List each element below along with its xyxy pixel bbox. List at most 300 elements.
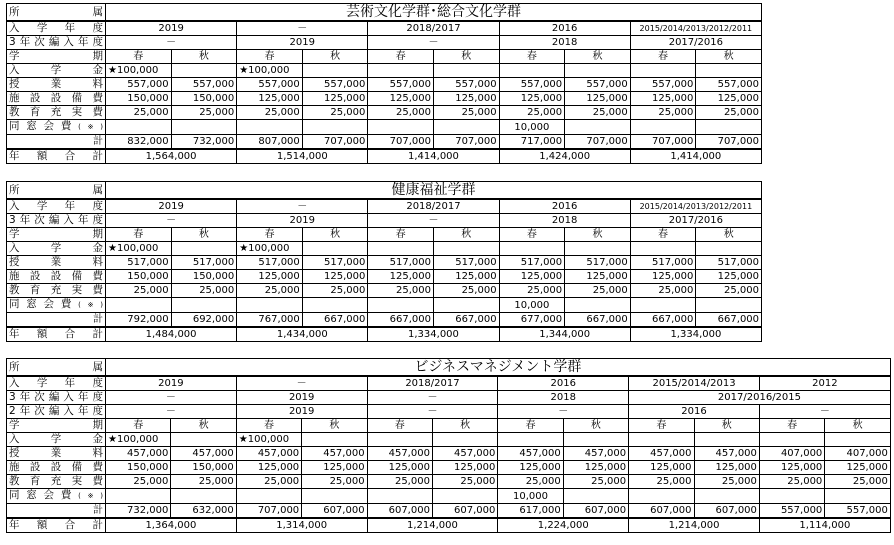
entry-year: 2015/2014/2013 bbox=[629, 376, 760, 391]
tuition-value: 407,000 bbox=[759, 447, 824, 461]
facility-fee-value: 125,000 bbox=[236, 461, 301, 475]
empty-cell bbox=[368, 242, 434, 256]
entry-year-label: 入学年度 bbox=[7, 376, 106, 391]
subtotal-label: 計 bbox=[7, 504, 106, 519]
empty-cell bbox=[630, 242, 696, 256]
annual-total-value: 1,334,000 bbox=[368, 327, 499, 342]
empty-cell bbox=[368, 120, 434, 135]
education-fee-value: 25,000 bbox=[759, 475, 824, 489]
tuition-value: 457,000 bbox=[236, 447, 301, 461]
faculty-title: 健康福祉学群 bbox=[106, 182, 762, 200]
term-label: 学 期 bbox=[7, 228, 106, 242]
term-autumn: 秋 bbox=[563, 419, 628, 433]
facility-fee-label: 施設設備費 bbox=[7, 270, 106, 284]
term-spring: 春 bbox=[499, 50, 565, 64]
facility-fee-value: 125,000 bbox=[433, 270, 499, 284]
subtotal-value: 667,000 bbox=[302, 313, 368, 328]
education-fee-value: 25,000 bbox=[565, 106, 631, 120]
tuition-value: 557,000 bbox=[171, 78, 237, 92]
entry-year: 2019 bbox=[106, 21, 237, 36]
annual-total-label: 年額合計 bbox=[7, 518, 106, 533]
facility-fee-value: 150,000 bbox=[171, 92, 237, 106]
empty-cell bbox=[302, 242, 368, 256]
subtotal-value: 707,000 bbox=[433, 135, 499, 150]
term-autumn: 秋 bbox=[171, 419, 236, 433]
empty-cell bbox=[629, 489, 694, 504]
alumni-fee-mark: (※) bbox=[78, 123, 104, 131]
empty-cell bbox=[825, 433, 891, 447]
empty-cell bbox=[433, 64, 499, 78]
alumni-fee-mark: (※) bbox=[78, 301, 104, 309]
empty-cell bbox=[499, 242, 565, 256]
entry-year: 2016 bbox=[498, 376, 629, 391]
entry-year: 2018/2017 bbox=[368, 21, 499, 36]
tuition-value: 407,000 bbox=[825, 447, 891, 461]
transfer3-year-label: 3年次編入年度 bbox=[7, 391, 106, 405]
empty-cell bbox=[367, 489, 432, 504]
term-autumn: 秋 bbox=[302, 419, 367, 433]
empty-cell bbox=[302, 433, 367, 447]
subtotal-value: 557,000 bbox=[759, 504, 824, 519]
empty-cell bbox=[432, 433, 497, 447]
affiliation-label: 所 属 bbox=[7, 4, 106, 22]
tuition-value: 517,000 bbox=[696, 256, 762, 270]
empty-cell bbox=[433, 298, 499, 313]
empty-cell bbox=[696, 120, 762, 135]
tuition-value: 557,000 bbox=[106, 78, 172, 92]
empty-cell bbox=[106, 489, 171, 504]
entry-year: 2015/2014/2013/2012/2011 bbox=[630, 21, 761, 36]
transfer3-year: － bbox=[106, 391, 237, 405]
empty-cell bbox=[630, 64, 696, 78]
tuition-value: 517,000 bbox=[106, 256, 172, 270]
empty-cell bbox=[302, 64, 368, 78]
subtotal-value: 707,000 bbox=[302, 135, 368, 150]
education-fee-value: 25,000 bbox=[236, 475, 301, 489]
facility-fee-value: 125,000 bbox=[565, 270, 631, 284]
subtotal-value: 767,000 bbox=[237, 313, 303, 328]
empty-cell bbox=[433, 242, 499, 256]
facility-fee-value: 125,000 bbox=[694, 461, 759, 475]
tuition-value: 557,000 bbox=[499, 78, 565, 92]
tuition-value: 517,000 bbox=[630, 256, 696, 270]
education-fee-value: 25,000 bbox=[171, 475, 236, 489]
tuition-value: 457,000 bbox=[367, 447, 432, 461]
term-spring: 春 bbox=[367, 419, 432, 433]
empty-cell bbox=[237, 120, 303, 135]
term-autumn: 秋 bbox=[302, 50, 368, 64]
admission-fee-label: 入学金 bbox=[7, 64, 106, 78]
annual-total-value: 1,334,000 bbox=[630, 327, 761, 342]
term-autumn: 秋 bbox=[565, 228, 631, 242]
alumni-fee-mark: (※) bbox=[78, 492, 104, 500]
transfer3-year-label: 3年次編入年度 bbox=[7, 36, 106, 50]
transfer3-year: － bbox=[367, 391, 498, 405]
tuition-value: 457,000 bbox=[302, 447, 367, 461]
tuition-label: 授業料 bbox=[7, 78, 106, 92]
transfer3-year: 2017/2016/2015 bbox=[629, 391, 891, 405]
term-autumn: 秋 bbox=[433, 50, 499, 64]
transfer2-year: 2016 bbox=[629, 405, 760, 419]
education-fee-value: 25,000 bbox=[106, 106, 172, 120]
empty-cell bbox=[825, 489, 891, 504]
annual-total-value: 1,214,000 bbox=[629, 518, 760, 533]
empty-cell bbox=[565, 64, 631, 78]
subtotal-value: 707,000 bbox=[696, 135, 762, 150]
facility-fee-value: 150,000 bbox=[171, 270, 237, 284]
tuition-value: 557,000 bbox=[696, 78, 762, 92]
term-label: 学 期 bbox=[7, 419, 106, 433]
term-spring: 春 bbox=[106, 228, 172, 242]
education-fee-value: 25,000 bbox=[499, 284, 565, 298]
education-fee-value: 25,000 bbox=[171, 106, 237, 120]
entry-year: － bbox=[237, 21, 368, 36]
facility-fee-value: 125,000 bbox=[630, 92, 696, 106]
empty-cell bbox=[630, 120, 696, 135]
tuition-value: 457,000 bbox=[498, 447, 563, 461]
entry-year: 2016 bbox=[499, 199, 630, 214]
entry-year: 2019 bbox=[106, 199, 237, 214]
facility-fee-value: 125,000 bbox=[825, 461, 891, 475]
empty-cell bbox=[368, 298, 434, 313]
facility-fee-value: 125,000 bbox=[368, 92, 434, 106]
transfer3-year: － bbox=[368, 36, 499, 50]
transfer3-year: 2019 bbox=[237, 214, 368, 228]
empty-cell bbox=[171, 298, 237, 313]
empty-cell bbox=[696, 242, 762, 256]
empty-cell bbox=[106, 120, 172, 135]
subtotal-value: 807,000 bbox=[237, 135, 303, 150]
annual-total-value: 1,424,000 bbox=[499, 149, 630, 164]
facility-fee-label: 施設設備費 bbox=[7, 461, 106, 475]
term-label: 学 期 bbox=[7, 50, 106, 64]
tuition-value: 457,000 bbox=[106, 447, 171, 461]
facility-fee-value: 125,000 bbox=[499, 92, 565, 106]
facility-fee-value: 125,000 bbox=[499, 270, 565, 284]
alumni-fee-label bbox=[7, 298, 106, 313]
annual-total-value: 1,414,000 bbox=[630, 149, 761, 164]
term-autumn: 秋 bbox=[825, 419, 891, 433]
annual-total-value: 1,364,000 bbox=[106, 518, 237, 533]
education-fee-value: 25,000 bbox=[629, 475, 694, 489]
facility-fee-value: 125,000 bbox=[565, 92, 631, 106]
annual-total-label: 年額合計 bbox=[7, 149, 106, 164]
education-fee-value: 25,000 bbox=[563, 475, 628, 489]
facility-fee-value: 125,000 bbox=[432, 461, 497, 475]
subtotal-value: 667,000 bbox=[630, 313, 696, 328]
tuition-value: 457,000 bbox=[171, 447, 236, 461]
transfer3-year: 2019 bbox=[236, 391, 367, 405]
subtotal-value: 792,000 bbox=[106, 313, 172, 328]
faculty-title: ビジネスマネジメント学群 bbox=[106, 359, 891, 377]
transfer2-year: － bbox=[759, 405, 890, 419]
education-fee-value: 25,000 bbox=[694, 475, 759, 489]
facility-fee-value: 125,000 bbox=[302, 461, 367, 475]
subtotal-value: 617,000 bbox=[498, 504, 563, 519]
subtotal-value: 717,000 bbox=[499, 135, 565, 150]
alumni-fee-text: 同窓会費 bbox=[9, 120, 79, 132]
term-spring: 春 bbox=[106, 419, 171, 433]
education-fee-value: 25,000 bbox=[432, 475, 497, 489]
transfer3-year: 2018 bbox=[498, 391, 629, 405]
annual-total-value: 1,564,000 bbox=[106, 149, 237, 164]
education-fee-value: 25,000 bbox=[237, 106, 303, 120]
facility-fee-value: 125,000 bbox=[630, 270, 696, 284]
facility-fee-value: 125,000 bbox=[696, 92, 762, 106]
entry-year: 2016 bbox=[499, 21, 630, 36]
admission-fee: ★100,000 bbox=[237, 64, 303, 78]
empty-cell bbox=[499, 64, 565, 78]
term-spring: 春 bbox=[236, 419, 301, 433]
transfer3-year: － bbox=[106, 36, 237, 50]
empty-cell bbox=[171, 242, 237, 256]
empty-cell bbox=[696, 298, 762, 313]
term-autumn: 秋 bbox=[171, 50, 237, 64]
transfer3-year: 2018 bbox=[499, 214, 630, 228]
annual-total-value: 1,344,000 bbox=[499, 327, 630, 342]
empty-cell bbox=[171, 64, 237, 78]
empty-cell bbox=[563, 489, 628, 504]
empty-cell bbox=[106, 298, 172, 313]
alumni-fee-text: 同窓会費 bbox=[9, 489, 79, 501]
empty-cell bbox=[302, 120, 368, 135]
tuition-value: 557,000 bbox=[237, 78, 303, 92]
term-autumn: 秋 bbox=[171, 228, 237, 242]
annual-total-value: 1,414,000 bbox=[368, 149, 499, 164]
entry-year: － bbox=[237, 199, 368, 214]
entry-year: － bbox=[236, 376, 367, 391]
subtotal-value: 607,000 bbox=[629, 504, 694, 519]
empty-cell bbox=[563, 433, 628, 447]
annual-total-value: 1,114,000 bbox=[759, 518, 890, 533]
fee-table-business bbox=[6, 358, 891, 533]
education-fee-value: 25,000 bbox=[696, 106, 762, 120]
empty-cell bbox=[432, 489, 497, 504]
empty-cell bbox=[237, 298, 303, 313]
subtotal-label: 計 bbox=[7, 313, 106, 328]
facility-fee-value: 125,000 bbox=[237, 92, 303, 106]
tuition-value: 517,000 bbox=[565, 256, 631, 270]
annual-total-value: 1,214,000 bbox=[367, 518, 498, 533]
education-fee-value: 25,000 bbox=[368, 106, 434, 120]
facility-fee-value: 125,000 bbox=[302, 270, 368, 284]
subtotal-value: 707,000 bbox=[368, 135, 434, 150]
education-fee-value: 25,000 bbox=[302, 106, 368, 120]
education-fee-value: 25,000 bbox=[367, 475, 432, 489]
empty-cell bbox=[759, 433, 824, 447]
admission-fee: ★100,000 bbox=[106, 242, 172, 256]
transfer3-year: 2019 bbox=[237, 36, 368, 50]
facility-fee-value: 125,000 bbox=[302, 92, 368, 106]
subtotal-value: 667,000 bbox=[565, 313, 631, 328]
transfer3-year: 2018 bbox=[499, 36, 630, 50]
term-spring: 春 bbox=[630, 228, 696, 242]
facility-fee-value: 125,000 bbox=[433, 92, 499, 106]
transfer3-year: 2017/2016 bbox=[630, 214, 761, 228]
subtotal-value: 667,000 bbox=[696, 313, 762, 328]
annual-total-value: 1,314,000 bbox=[236, 518, 367, 533]
education-fee-value: 25,000 bbox=[106, 284, 172, 298]
alumni-fee-value: 10,000 bbox=[498, 489, 563, 504]
tuition-label: 授業料 bbox=[7, 256, 106, 270]
alumni-fee-label bbox=[7, 120, 106, 135]
tuition-value: 517,000 bbox=[433, 256, 499, 270]
transfer2-year: － bbox=[367, 405, 498, 419]
tuition-value: 557,000 bbox=[302, 78, 368, 92]
entry-year: 2015/2014/2013/2012/2011 bbox=[630, 199, 761, 214]
subtotal-label: 計 bbox=[7, 135, 106, 150]
transfer3-year-label: 3年次編入年度 bbox=[7, 214, 106, 228]
term-autumn: 秋 bbox=[433, 228, 499, 242]
empty-cell bbox=[565, 120, 631, 135]
empty-cell bbox=[629, 433, 694, 447]
education-fee-value: 25,000 bbox=[106, 475, 171, 489]
fee-table-arts bbox=[6, 3, 762, 164]
annual-total-value: 1,514,000 bbox=[237, 149, 368, 164]
term-spring: 春 bbox=[237, 228, 303, 242]
transfer3-year: － bbox=[106, 214, 237, 228]
facility-fee-value: 150,000 bbox=[106, 461, 171, 475]
subtotal-value: 607,000 bbox=[302, 504, 367, 519]
tuition-value: 557,000 bbox=[565, 78, 631, 92]
admission-fee-label: 入学金 bbox=[7, 242, 106, 256]
education-fee-value: 25,000 bbox=[368, 284, 434, 298]
education-fee-label: 教育充実費 bbox=[7, 106, 106, 120]
facility-fee-value: 125,000 bbox=[759, 461, 824, 475]
term-spring: 春 bbox=[237, 50, 303, 64]
education-fee-value: 25,000 bbox=[237, 284, 303, 298]
empty-cell bbox=[367, 433, 432, 447]
education-fee-label: 教育充実費 bbox=[7, 284, 106, 298]
transfer2-year: － bbox=[106, 405, 237, 419]
entry-year: 2018/2017 bbox=[368, 199, 499, 214]
term-spring: 春 bbox=[629, 419, 694, 433]
empty-cell bbox=[759, 489, 824, 504]
tuition-value: 517,000 bbox=[171, 256, 237, 270]
subtotal-value: 707,000 bbox=[630, 135, 696, 150]
subtotal-value: 667,000 bbox=[433, 313, 499, 328]
facility-fee-value: 125,000 bbox=[629, 461, 694, 475]
admission-fee: ★100,000 bbox=[106, 64, 172, 78]
transfer2-year: 2019 bbox=[236, 405, 367, 419]
education-fee-value: 25,000 bbox=[498, 475, 563, 489]
education-fee-value: 25,000 bbox=[825, 475, 891, 489]
empty-cell bbox=[694, 433, 759, 447]
empty-cell bbox=[302, 298, 368, 313]
facility-fee-value: 125,000 bbox=[498, 461, 563, 475]
term-spring: 春 bbox=[368, 50, 434, 64]
subtotal-value: 607,000 bbox=[694, 504, 759, 519]
tuition-value: 457,000 bbox=[563, 447, 628, 461]
facility-fee-value: 125,000 bbox=[368, 270, 434, 284]
alumni-fee-label bbox=[7, 489, 106, 504]
tuition-value: 557,000 bbox=[368, 78, 434, 92]
facility-fee-value: 125,000 bbox=[237, 270, 303, 284]
empty-cell bbox=[696, 64, 762, 78]
subtotal-value: 707,000 bbox=[565, 135, 631, 150]
education-fee-value: 25,000 bbox=[630, 284, 696, 298]
transfer3-year: 2017/2016 bbox=[630, 36, 761, 50]
entry-year: 2012 bbox=[759, 376, 890, 391]
subtotal-value: 607,000 bbox=[432, 504, 497, 519]
admission-fee: ★100,000 bbox=[236, 433, 301, 447]
empty-cell bbox=[433, 120, 499, 135]
annual-total-label: 年額合計 bbox=[7, 327, 106, 342]
empty-cell bbox=[368, 64, 434, 78]
faculty-title: 芸術文化学群･総合文化学群 bbox=[106, 4, 762, 22]
empty-cell bbox=[565, 242, 631, 256]
education-fee-value: 25,000 bbox=[433, 284, 499, 298]
empty-cell bbox=[236, 489, 301, 504]
empty-cell bbox=[171, 433, 236, 447]
facility-fee-value: 150,000 bbox=[171, 461, 236, 475]
affiliation-label: 所 属 bbox=[7, 182, 106, 200]
term-spring: 春 bbox=[368, 228, 434, 242]
tuition-value: 517,000 bbox=[499, 256, 565, 270]
subtotal-value: 607,000 bbox=[563, 504, 628, 519]
term-autumn: 秋 bbox=[302, 228, 368, 242]
subtotal-value: 692,000 bbox=[171, 313, 237, 328]
term-spring: 春 bbox=[630, 50, 696, 64]
transfer3-year: － bbox=[368, 214, 499, 228]
entry-year: 2018/2017 bbox=[367, 376, 498, 391]
subtotal-value: 732,000 bbox=[106, 504, 171, 519]
empty-cell bbox=[171, 120, 237, 135]
term-autumn: 秋 bbox=[432, 419, 497, 433]
subtotal-value: 557,000 bbox=[825, 504, 891, 519]
facility-fee-value: 150,000 bbox=[106, 270, 172, 284]
entry-year-label: 入学年度 bbox=[7, 21, 106, 36]
education-fee-value: 25,000 bbox=[302, 284, 368, 298]
tuition-value: 457,000 bbox=[694, 447, 759, 461]
transfer2-year-label: 2年次編入年度 bbox=[7, 405, 106, 419]
tuition-value: 517,000 bbox=[368, 256, 434, 270]
subtotal-value: 707,000 bbox=[236, 504, 301, 519]
alumni-fee-value: 10,000 bbox=[499, 120, 565, 135]
entry-year-label: 入学年度 bbox=[7, 199, 106, 214]
term-spring: 春 bbox=[498, 419, 563, 433]
empty-cell bbox=[171, 489, 236, 504]
tuition-value: 457,000 bbox=[629, 447, 694, 461]
tuition-value: 517,000 bbox=[237, 256, 303, 270]
tuition-value: 457,000 bbox=[432, 447, 497, 461]
term-autumn: 秋 bbox=[694, 419, 759, 433]
education-fee-value: 25,000 bbox=[565, 284, 631, 298]
empty-cell bbox=[498, 433, 563, 447]
annual-total-value: 1,484,000 bbox=[106, 327, 237, 342]
subtotal-value: 667,000 bbox=[368, 313, 434, 328]
alumni-fee-text: 同窓会費 bbox=[9, 298, 79, 310]
term-spring: 春 bbox=[106, 50, 172, 64]
facility-fee-value: 125,000 bbox=[563, 461, 628, 475]
education-fee-label: 教育充実費 bbox=[7, 475, 106, 489]
tuition-label: 授業料 bbox=[7, 447, 106, 461]
tuition-value: 557,000 bbox=[630, 78, 696, 92]
transfer2-year: － bbox=[498, 405, 629, 419]
term-autumn: 秋 bbox=[696, 50, 762, 64]
facility-fee-value: 150,000 bbox=[106, 92, 172, 106]
empty-cell bbox=[565, 298, 631, 313]
subtotal-value: 607,000 bbox=[367, 504, 432, 519]
education-fee-value: 25,000 bbox=[499, 106, 565, 120]
facility-fee-label: 施設設備費 bbox=[7, 92, 106, 106]
alumni-fee-value: 10,000 bbox=[499, 298, 565, 313]
admission-fee: ★100,000 bbox=[106, 433, 171, 447]
education-fee-value: 25,000 bbox=[302, 475, 367, 489]
facility-fee-value: 125,000 bbox=[696, 270, 762, 284]
affiliation-label: 所 属 bbox=[7, 359, 106, 377]
education-fee-value: 25,000 bbox=[433, 106, 499, 120]
